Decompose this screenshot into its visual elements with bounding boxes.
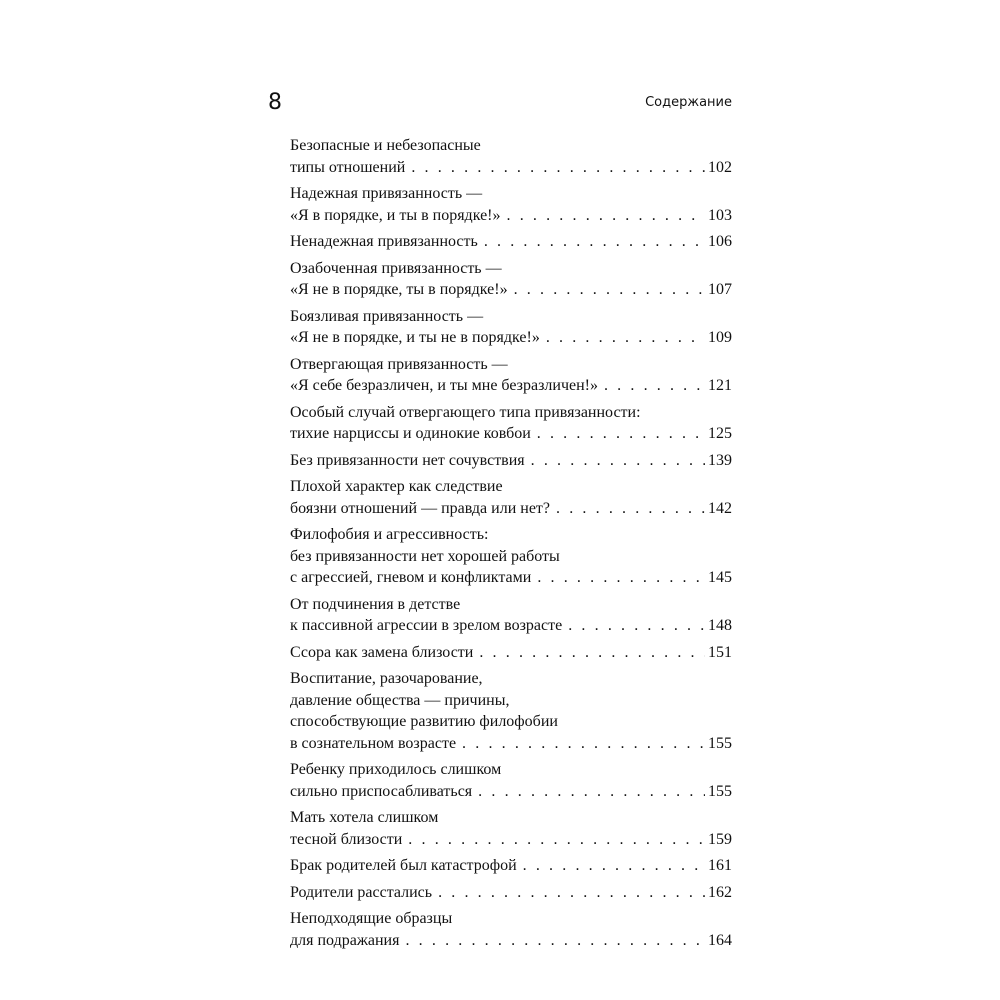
toc-entry-last-line [290, 327, 732, 349]
toc-entry [290, 642, 732, 664]
dot-leader [514, 279, 705, 301]
toc-entry-last-line [290, 615, 732, 637]
toc-entry-line: Неподходящие образцы [290, 910, 453, 927]
running-title: Содержание [645, 95, 732, 110]
toc-entry-last-line [290, 450, 732, 472]
toc-page-number: 109 [708, 329, 732, 346]
toc-entry [290, 908, 732, 951]
toc-page-number: 155 [708, 782, 732, 800]
toc-entry [290, 882, 732, 904]
toc-entry-title: к пассивной агрессии в зрелом возрасте [290, 617, 563, 634]
toc-entry-line: Филофобия и агрессивность: [290, 526, 489, 543]
toc-entry-title: сильно приспосабливаться [290, 782, 473, 800]
toc-entry-line: Воспитание, разочарование, [290, 670, 483, 687]
toc-entry [290, 402, 732, 445]
toc-entry-line: Безопасные и небезопасные [290, 137, 481, 154]
toc-entry-title: «Я в порядке, и ты в порядке!» [290, 206, 501, 224]
toc-entry-title: с агрессией, гневом и конфликтами [290, 569, 532, 586]
toc-entry-last-line [290, 157, 732, 179]
dot-leader [556, 498, 705, 520]
toc-page-number: 162 [708, 883, 732, 901]
toc-entry-line: без привязанности нет хорошей работы [290, 547, 560, 565]
toc-entry [290, 855, 732, 877]
toc-entry-title: тихие нарциссы и одинокие ковбои [290, 425, 531, 442]
dot-leader [479, 642, 705, 664]
toc-entry-title: Ненадежная привязанность [290, 233, 478, 250]
dot-leader [568, 615, 705, 637]
toc-entry-line: Надежная привязанность — [290, 185, 483, 202]
toc-entry [290, 668, 732, 754]
toc-page-number: 151 [708, 643, 732, 661]
toc-entry-title: Родители расстались [290, 883, 433, 901]
toc-page-number: 121 [708, 377, 732, 394]
dot-leader [507, 205, 706, 227]
toc-entry-line: Мать хотела слишком [290, 809, 439, 826]
toc-page-number: 155 [708, 734, 732, 752]
toc-entry-line: От подчинения в детстве [290, 595, 461, 613]
toc-page-number: 164 [708, 931, 732, 949]
toc-entry [290, 258, 732, 301]
dot-leader [462, 733, 705, 755]
toc-page-number: 159 [708, 830, 732, 848]
toc-entry [290, 476, 732, 519]
toc-page-number: 161 [708, 857, 732, 874]
toc-entry [290, 807, 732, 850]
toc-page-number: 139 [708, 451, 732, 469]
dot-leader [411, 157, 705, 179]
toc-page-number: 102 [708, 158, 732, 176]
toc-entry-last-line [290, 375, 732, 397]
toc-entry-last-line [290, 231, 732, 253]
toc-entry-title: тесной близости [290, 830, 403, 848]
toc-entry-title: типы отношений [290, 158, 406, 176]
dot-leader [531, 450, 705, 472]
toc-entry-line: Отвергающая привязанность — [290, 355, 508, 373]
toc-entry-title: Брак родителей был катастрофой [290, 857, 517, 874]
toc-entry-line: давление общества — причины, [290, 691, 510, 709]
dot-leader [438, 882, 705, 904]
dot-leader [523, 855, 705, 877]
dot-leader [537, 423, 705, 445]
toc-entry [290, 354, 732, 397]
toc-page-number: 125 [708, 425, 732, 442]
toc-entry [290, 135, 732, 178]
toc-entry-last-line [290, 930, 732, 952]
toc-entry-title: для подражания [290, 931, 400, 949]
dot-leader [484, 231, 705, 253]
toc-entry [290, 306, 732, 349]
toc-entry [290, 594, 732, 637]
toc-entry-last-line [290, 423, 732, 445]
toc-entry [290, 231, 732, 253]
toc-page-number: 142 [708, 499, 732, 517]
toc-entry-title: «Я не в порядке, ты в порядке!» [290, 281, 508, 298]
toc-entry-last-line [290, 205, 732, 227]
toc-entry-last-line [290, 567, 732, 589]
toc-page-number: 148 [708, 617, 732, 634]
toc-entry-line: способствующие развитию филофобии [290, 713, 558, 730]
toc-page-number: 103 [708, 206, 732, 224]
toc-entry-title: боязни отношений — правда или нет? [290, 499, 551, 517]
toc-entry-title: Без привязанности нет сочувствия [290, 451, 525, 469]
toc-entry [290, 450, 732, 472]
toc-entry [290, 759, 732, 802]
toc-entry-last-line [290, 829, 732, 851]
dot-leader [405, 930, 705, 952]
toc-page-number: 107 [708, 281, 732, 298]
toc-entry-line: Особый случай отвергающего типа привязанности: [290, 403, 641, 421]
toc-entry-title: в сознательном возрасте [290, 734, 457, 752]
toc-entry [290, 183, 732, 226]
toc-entry-line: Ребенку приходилось слишком [290, 761, 502, 778]
dot-leader [537, 567, 705, 589]
toc-entry-last-line [290, 882, 732, 904]
toc-entry-last-line [290, 642, 732, 664]
dot-leader [478, 781, 705, 803]
table-of-contents [290, 135, 732, 956]
toc-entry-title: «Я не в порядке, и ты не в порядке!» [290, 329, 540, 346]
toc-entry-line: Озабоченная привязанность — [290, 259, 502, 277]
toc-entry-last-line [290, 781, 732, 803]
toc-entry-last-line [290, 279, 732, 301]
toc-page-number: 145 [708, 569, 732, 586]
toc-entry-last-line [290, 855, 732, 877]
page-number: 8 [268, 90, 282, 115]
toc-entry [290, 524, 732, 589]
toc-entry-line: Боязливая привязанность — [290, 307, 484, 325]
toc-entry-last-line [290, 498, 732, 520]
toc-entry-title: «Я себе безразличен, и ты мне безразличен!» [290, 377, 598, 394]
dot-leader [546, 327, 705, 349]
toc-entry-line: Плохой характер как следствие [290, 478, 503, 495]
dot-leader [604, 375, 705, 397]
toc-page-number: 106 [708, 233, 732, 250]
toc-entry-title: Ссора как замена близости [290, 643, 474, 661]
dot-leader [408, 829, 705, 851]
toc-entry-last-line [290, 733, 732, 755]
